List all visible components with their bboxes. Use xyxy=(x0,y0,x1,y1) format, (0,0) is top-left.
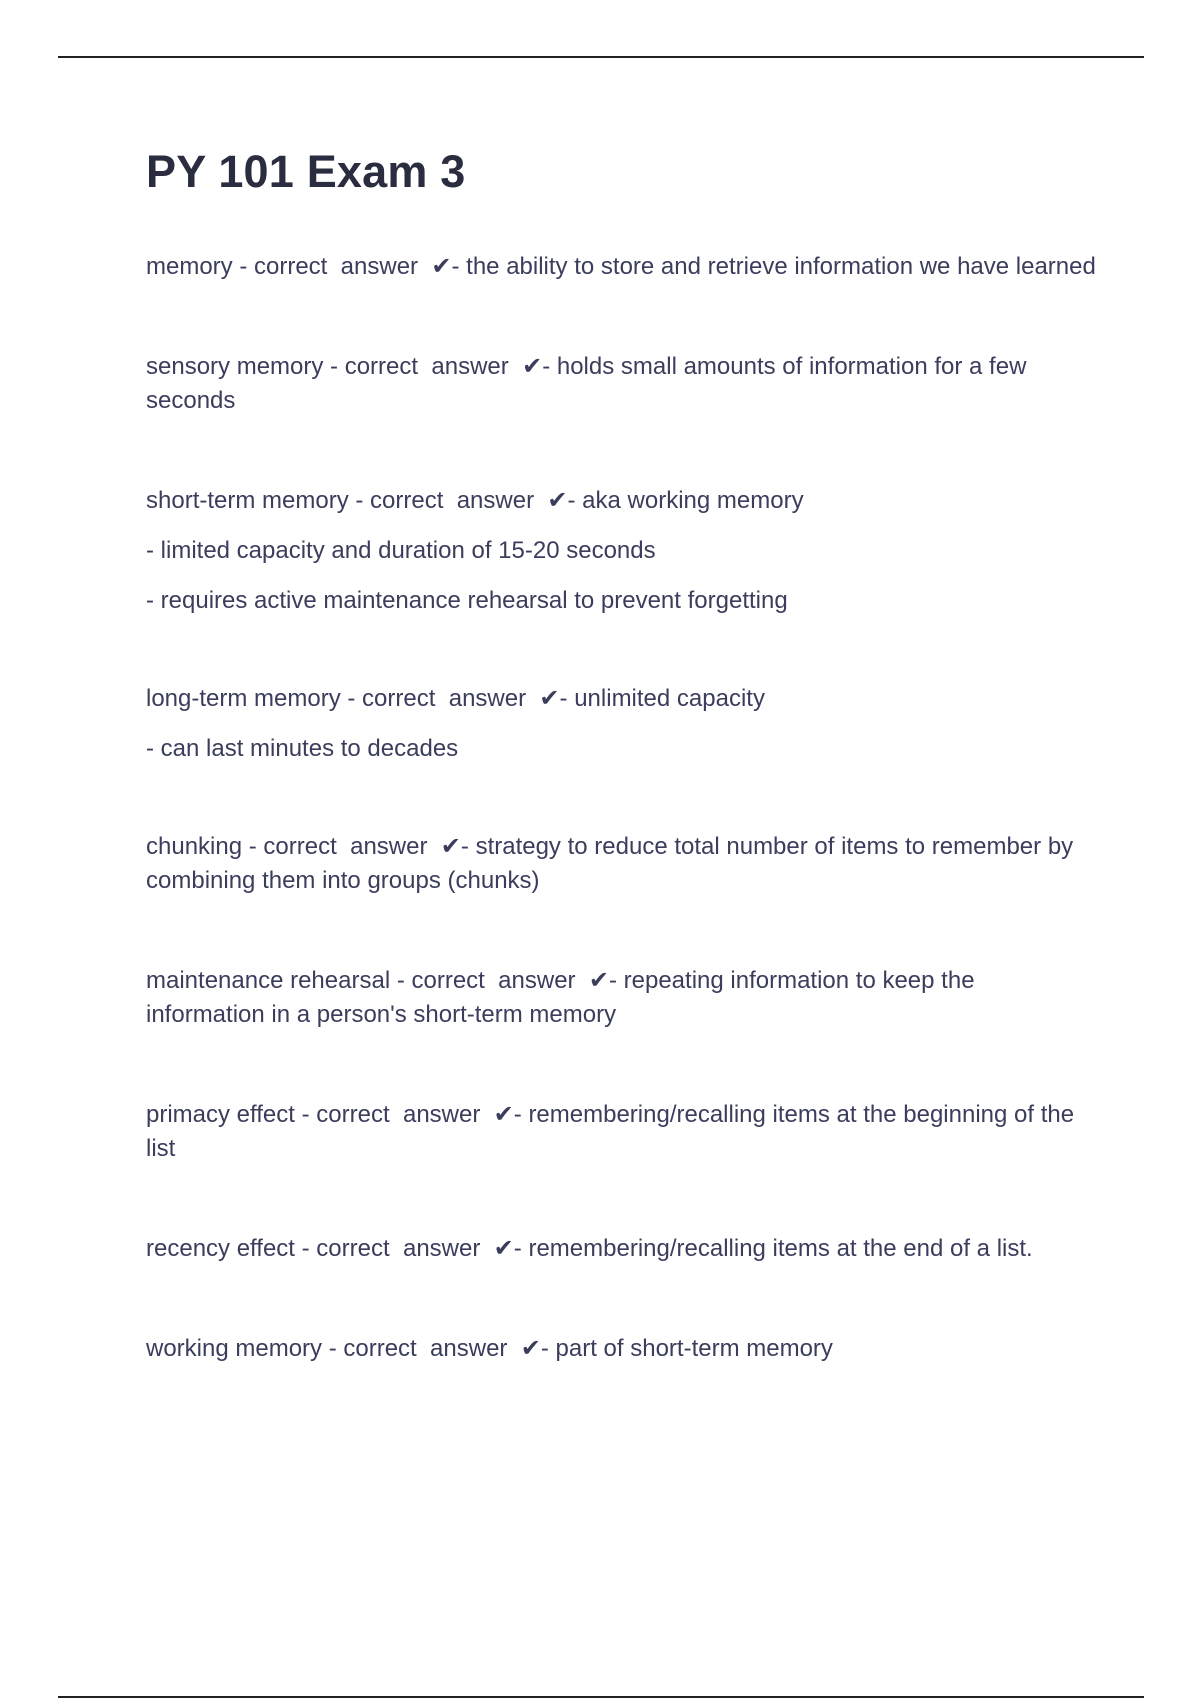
flashcard-entry xyxy=(146,830,1096,898)
entry-line xyxy=(146,830,1096,898)
entry-definition: part of short-term memory xyxy=(555,1335,833,1362)
entry-line xyxy=(146,350,1096,418)
flashcard-entry xyxy=(146,1232,1096,1266)
flashcard-list xyxy=(146,250,1096,1432)
answer-separator: - correct answer ✔- xyxy=(294,1101,529,1128)
entry-line xyxy=(146,964,1096,1032)
entry-term: working memory xyxy=(146,1335,323,1362)
answer-separator: - correct answer ✔- xyxy=(242,833,476,860)
entry-extra-line: - requires active maintenance rehearsal to prevent forgetting xyxy=(146,587,788,614)
entry-definition: remembering/recalling items at the end of a list. xyxy=(528,1235,1033,1262)
answer-separator: - correct answer ✔- xyxy=(322,1335,556,1362)
answer-separator: - correct answer ✔- xyxy=(348,487,583,514)
answer-separator: - correct answer ✔- xyxy=(232,253,467,280)
answer-separator: - correct answer ✔- xyxy=(390,967,624,994)
entry-definition: repeating information to keep the information in a person's short-term memory xyxy=(146,967,975,1028)
entry-line xyxy=(146,1098,1096,1166)
answer-separator: - correct answer ✔- xyxy=(294,1235,529,1262)
entry-term: sensory memory xyxy=(146,353,324,380)
flashcard-entry xyxy=(146,250,1096,284)
entry-term: memory xyxy=(146,253,233,280)
entry-line xyxy=(146,250,1096,284)
top-rule xyxy=(58,56,1144,58)
flashcard-entry xyxy=(146,1098,1096,1166)
flashcard-entry xyxy=(146,964,1096,1032)
flashcard-entry xyxy=(146,1332,1096,1366)
entry-definition: the ability to store and retrieve information we have learned xyxy=(466,253,1096,280)
entry-term: maintenance rehearsal xyxy=(146,967,391,994)
flashcard-entry xyxy=(146,682,1096,766)
entry-definition: holds small amounts of information for a few seconds xyxy=(146,353,1027,414)
entry-term: long-term memory xyxy=(146,685,341,712)
entry-term: chunking xyxy=(146,833,243,860)
entry-line xyxy=(146,682,1096,716)
flashcard-entry xyxy=(146,484,1096,618)
entry-term: primacy effect xyxy=(146,1101,295,1128)
entry-definition: strategy to reduce total number of items to remember by combining them into groups (chunks) xyxy=(146,833,1074,894)
page-title: PY 101 Exam 3 xyxy=(146,146,466,197)
bottom-rule xyxy=(58,1696,1144,1698)
entry-line xyxy=(146,484,1096,518)
entry-definition: aka working memory xyxy=(582,487,804,514)
entry-line xyxy=(146,1232,1096,1266)
answer-separator: - correct answer ✔- xyxy=(340,685,575,712)
entry-line xyxy=(146,1332,1096,1366)
entry-term: short-term memory xyxy=(146,487,349,514)
entry-term: recency effect xyxy=(146,1235,295,1262)
entry-extra-line: - can last minutes to decades xyxy=(146,735,459,762)
entry-definition: unlimited capacity xyxy=(574,685,765,712)
answer-separator: - correct answer ✔- xyxy=(323,353,557,380)
flashcard-entry xyxy=(146,350,1096,418)
entry-extra-line: - limited capacity and duration of 15-20 seconds xyxy=(146,537,656,564)
entry-definition: remembering/recalling items at the beginning of the list xyxy=(146,1101,1075,1162)
